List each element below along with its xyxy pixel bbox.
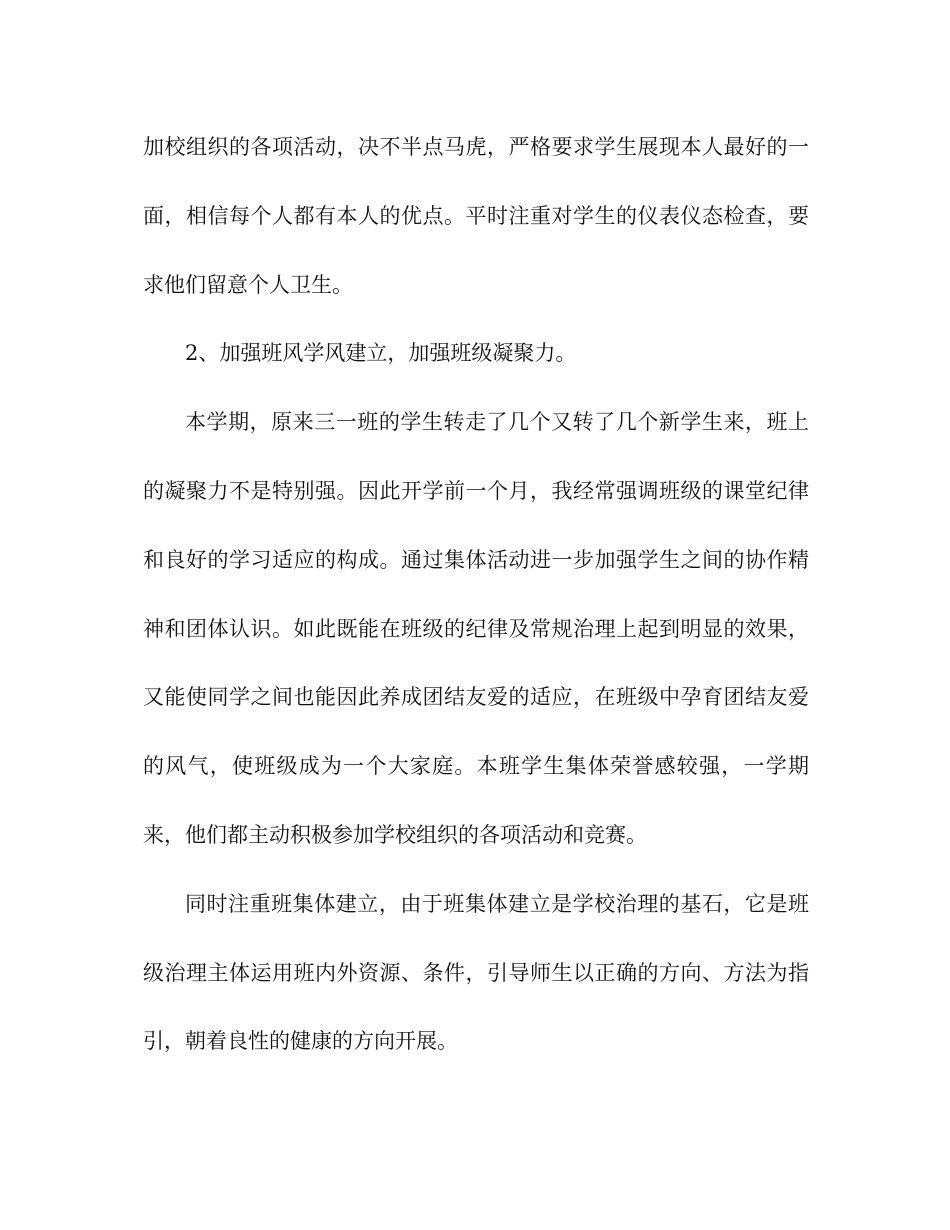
paragraph-4: 同时注重班集体建立，由于班集体建立是学校治理的基石，它是班级治理主体运用班内外资源、条件，引导师生以正确的方向、方法为指引，朝着良性的健康的方向开展。 [143,891,809,1054]
paragraph-2-heading: 2、加强班风学风建立，加强班级凝聚力。 [185,341,577,366]
paragraph-1: 加校组织的各项活动，决不半点马虎，严格要求学生展现本人最好的一面，相信每个人都有本人的优点。平时注重对学生的仪表仪态检查，要求他们留意个人卫生。 [143,135,809,297]
paragraph-3: 本学期，原来三一班的学生转走了几个又转了几个新学生来，班上的凝聚力不是特别强。因此开学前一个月，我经常强调班级的课堂纪律和良好的学习适应的构成。通过集体活动进一步加强学生之间的协作精神和团体认识。如此既能在班级的纪律及常规治理上起到明显的效果，又能使同学之间也能因此养成团结友爱的适应，在班级中孕育团结友爱的风气，使班级成为一个大家庭。本班学生集体荣誉感较强，一学期来，他们都主动积极参加学校组织的各项活动和竞赛。 [143,410,809,847]
document-body [143,113,809,1076]
